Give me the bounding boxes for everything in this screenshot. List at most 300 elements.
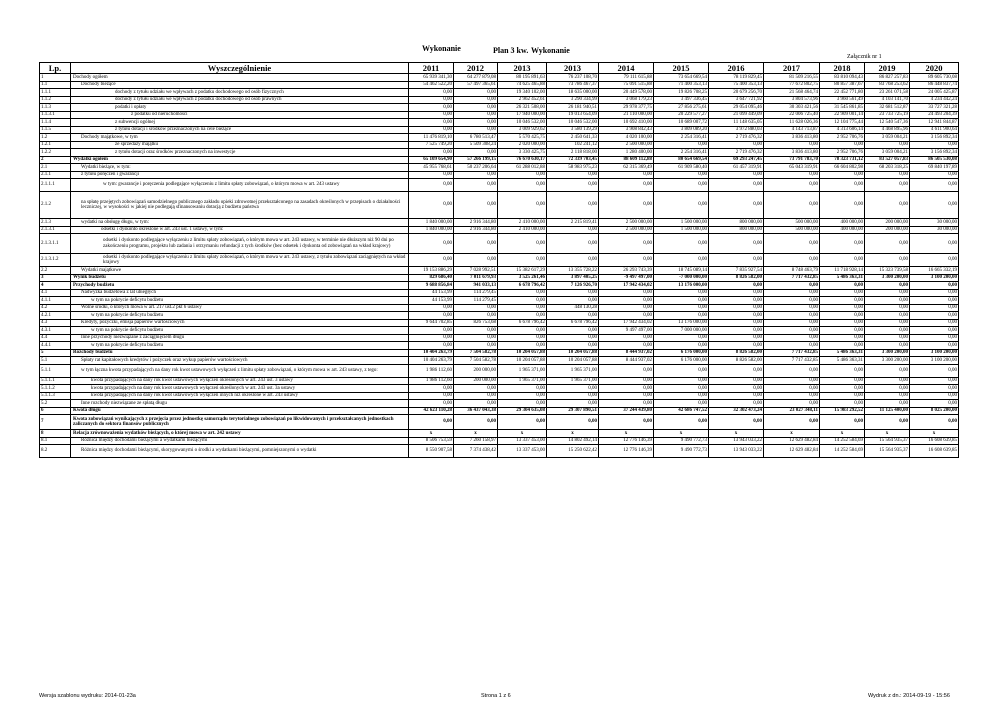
value-cell: 2 118 818,00 — [547, 149, 599, 157]
value-cell: 64 277 879,08 — [454, 74, 498, 82]
value-cell: 3 836 413,80 — [764, 149, 820, 157]
row-number: 1.1.3 — [40, 104, 71, 112]
row-description: odsetki i dyskonto określone w art. 243 ust. 1 ustawy, w tym: — [71, 226, 409, 234]
value-cell: 0,00 — [409, 327, 454, 335]
value-cell: 0,00 — [709, 179, 764, 192]
value-cell: 18 745 089,14 — [654, 267, 709, 275]
value-cell: 0,00 — [498, 171, 547, 179]
value-cell: 0,00 — [454, 111, 498, 119]
value-cell: 12 540 547,36 — [865, 119, 910, 127]
value-cell: 5 509 308,24 — [454, 141, 498, 149]
value-cell: 0,00 — [547, 234, 599, 254]
value-cell: x — [709, 430, 764, 438]
value-cell: 73 786 467,37 — [547, 81, 599, 89]
header-row — [40, 63, 959, 74]
row-description: z tytułu poręczeń i gwarancji — [71, 171, 409, 179]
table-row — [40, 164, 959, 172]
value-cell: 61 457 319,91 — [709, 164, 764, 172]
value-cell: 10 404 263,79 — [409, 349, 454, 357]
table-row — [40, 254, 959, 267]
row-number: 2.1.3.1.1 — [40, 234, 71, 254]
value-cell: 3 300 200,00 — [865, 349, 910, 357]
value-cell: 3 836 413,80 — [764, 134, 820, 142]
value-cell: 800 000,00 — [709, 219, 764, 227]
table-row — [40, 171, 959, 179]
row-number: 5.1.1.3 — [40, 392, 71, 400]
table-row — [40, 289, 959, 297]
value-cell: 3 908 842,43 — [599, 126, 654, 134]
value-cell: 0,00 — [454, 96, 498, 104]
value-cell: 0,00 — [654, 364, 709, 377]
row-description: z tytułu dotacji i środków przeznaczonych na cele bieżące — [71, 126, 409, 134]
value-cell: 0,00 — [409, 254, 454, 267]
value-cell: 12 629 482,84 — [764, 445, 820, 458]
value-cell: x — [547, 430, 599, 438]
value-cell: 2 916 344,80 — [454, 226, 498, 234]
value-cell: 4 103 141,70 — [865, 96, 910, 104]
value-cell: 8 550 907,58 — [409, 445, 454, 458]
value-cell: 0,00 — [764, 254, 820, 267]
value-cell: 13 337 453,00 — [498, 437, 547, 445]
value-cell: 400 000,00 — [820, 219, 865, 227]
value-cell: 0,00 — [654, 254, 709, 267]
value-cell: 9 490 772,73 — [654, 437, 709, 445]
attachment-label: Załącznik nr 1 — [847, 54, 882, 60]
value-cell: 0,00 — [820, 289, 865, 297]
value-cell: 19 826 708,25 — [654, 89, 709, 97]
value-cell: 21 110 000,00 — [599, 111, 654, 119]
value-cell: 13 355 728,22 — [547, 267, 599, 275]
value-cell: 22 006 725,40 — [764, 111, 820, 119]
value-cell: 0,00 — [498, 234, 547, 254]
table-row — [40, 126, 959, 134]
table-row — [40, 415, 959, 430]
value-cell: 13 943 033,22 — [709, 445, 764, 458]
value-cell: 0,00 — [820, 415, 865, 430]
row-number: 1.2.1 — [40, 141, 71, 149]
table-row — [40, 179, 959, 192]
value-cell: 0,00 — [910, 282, 959, 290]
value-cell: 0,00 — [865, 342, 910, 350]
row-description: z tytułu dotacji oraz środków przeznaczonych na inwestycje — [71, 149, 409, 157]
value-cell: 0,00 — [865, 377, 910, 385]
value-cell: 0,00 — [654, 141, 709, 149]
value-cell: 0,00 — [654, 400, 709, 408]
value-cell: 0,00 — [409, 392, 454, 400]
row-description: odsetki i dyskonto podlegające wyłączeniu z limitu spłaty zobowiązań, o którym mowa w art. 243 ustawy, z tytułu zobowiązań zaciągniętych na wkład krajowy — [71, 254, 409, 267]
value-cell: 0,00 — [865, 327, 910, 335]
value-cell: 32 302 473,24 — [709, 407, 764, 415]
value-cell: 2 719 476,32 — [709, 149, 764, 157]
value-cell: 448 130,28 — [547, 304, 599, 312]
row-number: 1.2 — [40, 134, 71, 142]
value-cell: 7 504 582,78 — [454, 357, 498, 365]
value-cell: 21 099 449,09 — [709, 111, 764, 119]
value-cell: 0,00 — [910, 342, 959, 350]
value-cell: 7 374 438,42 — [454, 445, 498, 458]
value-cell: 1 840 000,00 — [409, 226, 454, 234]
value-cell: 88 609 112,88 — [599, 156, 654, 164]
value-cell: 0,00 — [709, 234, 764, 254]
value-cell: 0,00 — [709, 282, 764, 290]
table-row — [40, 377, 959, 385]
col-header-year: 2011 — [409, 63, 454, 74]
value-cell: 0,00 — [409, 89, 454, 97]
row-description: w tym na pokrycie deficytu budżetu — [71, 297, 409, 305]
value-cell: 0,00 — [409, 304, 454, 312]
value-cell: 83 768 253,62 — [865, 81, 910, 89]
value-cell: 61 288 012,88 — [498, 164, 547, 172]
col-header-year: 2013 — [547, 63, 599, 74]
value-cell: 80 857 387,67 — [820, 81, 865, 89]
value-cell: 26 321 508,00 — [498, 104, 547, 112]
value-cell: 0,00 — [547, 342, 599, 350]
value-cell: 74 625 465,88 — [498, 81, 547, 89]
value-cell: 6 678 796,42 — [547, 319, 599, 327]
value-cell: 15 250 622,42 — [547, 445, 599, 458]
table-row — [40, 327, 959, 335]
row-description: Kredyty, pożyczki, emisja papierów wartościowych — [71, 319, 409, 327]
value-cell: 8 826 582,00 — [709, 349, 764, 357]
value-cell: 15 564 935,37 — [865, 437, 910, 445]
value-cell: 0,00 — [709, 254, 764, 267]
value-cell: 0,00 — [820, 254, 865, 267]
value-cell: 7 504 582,78 — [454, 349, 498, 357]
value-cell: 0,00 — [865, 234, 910, 254]
value-cell: 10 204 057,88 — [498, 357, 547, 365]
row-description: Wynik budżetu — [71, 274, 409, 282]
value-cell: x — [599, 430, 654, 438]
footer-page-number: Strona 1 z 6 — [481, 693, 511, 699]
value-cell: 0,00 — [599, 304, 654, 312]
value-cell: 6 678 796,42 — [498, 319, 547, 327]
value-cell: 65 043 319,91 — [764, 164, 820, 172]
value-cell: 19 340 102,00 — [498, 89, 547, 97]
value-cell: 0,00 — [820, 304, 865, 312]
value-cell: 0,00 — [764, 234, 820, 254]
row-number: 4.4 — [40, 334, 71, 342]
value-cell: 20 449 578,00 — [599, 89, 654, 97]
value-cell: 0,00 — [409, 400, 454, 408]
value-cell: 1 965 371,00 — [498, 377, 547, 385]
value-cell: 826 753,68 — [454, 319, 498, 327]
value-cell: 0,00 — [409, 179, 454, 192]
value-cell: 72 339 703,45 — [547, 156, 599, 164]
value-cell: 54 462 522,20 — [409, 81, 454, 89]
value-cell: 2 450 641,33 — [547, 134, 599, 142]
table-row — [40, 445, 959, 458]
value-cell: 0,00 — [547, 400, 599, 408]
table-row — [40, 430, 959, 438]
value-cell: 0,00 — [764, 400, 820, 408]
value-cell: 12 776 146,39 — [599, 445, 654, 458]
value-cell: 6 780 513,47 — [454, 134, 498, 142]
value-cell: 0,00 — [454, 385, 498, 393]
col-header-year: 2014 — [599, 63, 654, 74]
table-row — [40, 334, 959, 342]
value-cell: 0,00 — [865, 171, 910, 179]
value-cell: 9 644 702,85 — [409, 319, 454, 327]
table-body — [40, 74, 959, 458]
row-number: 2.1.3.1 — [40, 226, 71, 234]
value-cell: 26 181 940,51 — [547, 104, 599, 112]
row-number: 1.1.5 — [40, 126, 71, 134]
row-description: dochody z tytułu udziału we wpływach z podatku dochodowego od osób prawnych — [71, 96, 409, 104]
value-cell: 0,00 — [454, 119, 498, 127]
row-description: z subwencji ogólnej — [71, 119, 409, 127]
value-cell: 2 916 344,80 — [454, 219, 498, 227]
value-cell: 3 300 200,00 — [865, 274, 910, 282]
value-cell: 0,00 — [764, 312, 820, 320]
value-cell: 11 148 635,05 — [709, 119, 764, 127]
value-cell: 0,00 — [498, 327, 547, 335]
col-header-year: 2016 — [709, 63, 764, 74]
row-description: dochody z tytułu udziału we wpływach z podatku dochodowego od osób fizycznych — [71, 89, 409, 97]
value-cell: 0,00 — [709, 171, 764, 179]
row-description: Różnica między dochodami bieżącymi a wydatkami bieżącymi — [71, 437, 409, 445]
row-description: Przychody budżetu — [71, 282, 409, 290]
table-row — [40, 74, 959, 82]
value-cell: 0,00 — [599, 334, 654, 342]
table-row — [40, 304, 959, 312]
value-cell: 0,00 — [599, 192, 654, 219]
value-cell: x — [910, 430, 959, 438]
value-cell: 2 500 000,00 — [599, 219, 654, 227]
value-cell: 0,00 — [764, 392, 820, 400]
row-number: 2.1.1.1 — [40, 179, 71, 192]
table-row — [40, 226, 959, 234]
row-description: w tym: gwarancje i poręczenia podlegające wyłączeniu z limitu spłaty zobowiązań, o którym mowa w art. 243 ustawy — [71, 179, 409, 192]
value-cell: 0,00 — [910, 392, 959, 400]
value-cell: 0,00 — [409, 119, 454, 127]
row-description: kwota przypadających na dany rok kwot ustawowych wyłączeń określonych w art. 243 ust. 3 ustawy — [71, 377, 409, 385]
value-cell: 20 679 256,70 — [709, 89, 764, 97]
value-cell: 0,00 — [599, 234, 654, 254]
value-cell: 19 013 654,09 — [547, 111, 599, 119]
value-cell: 29 304 635,08 — [498, 407, 547, 415]
value-cell: 0,00 — [764, 364, 820, 377]
value-cell: 3 972 880,03 — [709, 126, 764, 134]
row-number: 7 — [40, 415, 71, 430]
value-cell: 24 493 204,39 — [910, 111, 959, 119]
col-header-name: Wyszczególnienie — [71, 63, 409, 74]
value-cell: 10 404 263,79 — [409, 357, 454, 365]
value-cell: 0,00 — [764, 415, 820, 430]
value-cell: 0,00 — [865, 385, 910, 393]
value-cell: 16 665 332,19 — [910, 267, 959, 275]
row-number: 2.2 — [40, 267, 71, 275]
value-cell: 5 486 363,31 — [820, 349, 865, 357]
value-cell: 2 952 706,76 — [820, 134, 865, 142]
row-number: 4.1 — [40, 289, 71, 297]
value-cell: 114 279,45 — [454, 297, 498, 305]
value-cell: 6 176 000,00 — [654, 357, 709, 365]
value-cell: 0,00 — [599, 392, 654, 400]
value-cell: 13 337 453,00 — [498, 445, 547, 458]
value-cell: x — [409, 430, 454, 438]
value-cell: 10 046 532,00 — [498, 119, 547, 127]
value-cell: 9 688 856,84 — [409, 282, 454, 290]
col-header-year: 2018 — [820, 63, 865, 74]
table-row — [40, 234, 959, 254]
value-cell: 2 410 000,00 — [498, 226, 547, 234]
value-cell: 200 000,00 — [865, 219, 910, 227]
value-cell: 8 444 937,02 — [599, 357, 654, 365]
value-cell: 0,00 — [547, 334, 599, 342]
col-header-lp: Lp. — [40, 63, 71, 74]
value-cell: 0,00 — [910, 319, 959, 327]
value-cell: 0,00 — [547, 297, 599, 305]
value-cell: 18 635 000,00 — [547, 89, 599, 97]
value-cell: 0,00 — [865, 289, 910, 297]
value-cell: 0,00 — [764, 192, 820, 219]
value-cell: 0,00 — [599, 342, 654, 350]
col-header-year: 2015 — [654, 63, 709, 74]
value-cell: 86 827 257,83 — [865, 74, 910, 82]
value-cell: 3 059 004,21 — [865, 134, 910, 142]
row-number: 1.1 — [40, 81, 71, 89]
value-cell: 13 943 033,22 — [709, 437, 764, 445]
value-cell: 0,00 — [910, 171, 959, 179]
value-cell: 36 437 043,38 — [454, 407, 498, 415]
value-cell: 0,00 — [654, 312, 709, 320]
row-description: w tym łączna kwota przypadających na dany rok kwot ustawowych wyłączeń z limitu spłaty zobowiązań, o którym mowa w art. 243 ustawy, z tego: — [71, 364, 409, 377]
value-cell: 0,00 — [910, 377, 959, 385]
row-number: 1.1.4 — [40, 119, 71, 127]
value-cell: 50 237 206,64 — [454, 164, 498, 172]
value-cell: 10 204 057,88 — [498, 349, 547, 357]
value-cell: 61 909 580,40 — [654, 164, 709, 172]
value-cell: 3 009 929,62 — [498, 126, 547, 134]
row-description: z podatku od nieruchomości — [71, 111, 409, 119]
value-cell: 83 527 057,83 — [865, 156, 910, 164]
value-cell: 0,00 — [910, 327, 959, 335]
value-cell: 16 608 639,85 — [910, 437, 959, 445]
value-cell: 0,00 — [820, 377, 865, 385]
value-cell: 2 500 000,00 — [599, 226, 654, 234]
value-cell: 21 568 464,74 — [764, 89, 820, 97]
value-cell: 0,00 — [764, 141, 820, 149]
row-description: w tym na pokrycie deficytu budżetu — [71, 327, 409, 335]
value-cell: 102 241,12 — [547, 141, 599, 149]
value-cell: 7 717 432,85 — [764, 274, 820, 282]
value-cell: 0,00 — [547, 254, 599, 267]
value-cell: -7 000 000,00 — [654, 274, 709, 282]
value-cell: 1 965 371,00 — [547, 364, 599, 377]
value-cell: 4 234 442,24 — [910, 96, 959, 104]
table-row — [40, 297, 959, 305]
value-cell: 0,00 — [764, 171, 820, 179]
value-cell: 3 100 200,00 — [910, 349, 959, 357]
value-cell: 0,00 — [820, 342, 865, 350]
value-cell: 15 323 739,58 — [865, 267, 910, 275]
value-cell: 400 000,00 — [820, 226, 865, 234]
value-cell: 0,00 — [820, 334, 865, 342]
value-cell: 0,00 — [409, 111, 454, 119]
value-cell: 4 611 900,64 — [910, 126, 959, 134]
table-row — [40, 385, 959, 393]
value-cell: 26 293 743,39 — [599, 267, 654, 275]
value-cell: 62 315 369,49 — [599, 164, 654, 172]
value-cell: 73 791 783,70 — [764, 156, 820, 164]
value-cell: 22 909 001,14 — [820, 111, 865, 119]
value-cell: 13 176 000,00 — [654, 319, 709, 327]
value-cell: 0,00 — [865, 400, 910, 408]
row-description: Dochody bieżące — [71, 81, 409, 89]
row-number: 4.3.1 — [40, 327, 71, 335]
value-cell: 0,00 — [764, 342, 820, 350]
row-description: Dochody majątkowe, w tym — [71, 134, 409, 142]
value-cell: 0,00 — [454, 171, 498, 179]
value-cell: 15 564 935,37 — [865, 445, 910, 458]
value-cell: 31 545 861,85 — [820, 104, 865, 112]
value-cell: 11 628 026,36 — [764, 119, 820, 127]
value-cell: 0,00 — [409, 192, 454, 219]
value-cell: 1 965 371,00 — [547, 377, 599, 385]
value-cell: 80 654 669,54 — [654, 156, 709, 164]
value-cell: 0,00 — [865, 392, 910, 400]
value-cell: 0,00 — [910, 364, 959, 377]
value-cell: 11 718 928,14 — [820, 267, 865, 275]
value-cell: 0,00 — [865, 179, 910, 192]
value-cell: 0,00 — [709, 364, 764, 377]
value-cell: 66 604 802,98 — [820, 164, 865, 172]
value-cell: 5 570 425,75 — [498, 134, 547, 142]
value-cell: 0,00 — [709, 334, 764, 342]
value-cell: 3 290 334,99 — [547, 96, 599, 104]
value-cell: -9 497 497,00 — [599, 274, 654, 282]
value-cell: 0,00 — [865, 319, 910, 327]
value-cell: 5 486 363,31 — [820, 274, 865, 282]
value-cell: 8 826 582,00 — [709, 274, 764, 282]
value-cell: 0,00 — [599, 289, 654, 297]
value-cell: 3 068 179,23 — [599, 96, 654, 104]
table-row — [40, 349, 959, 357]
value-cell: 0,00 — [820, 392, 865, 400]
value-cell: 2 719 476,32 — [709, 134, 764, 142]
value-cell: 9 490 772,73 — [654, 445, 709, 458]
value-cell: x — [454, 430, 498, 438]
row-number: 2.1.3 — [40, 219, 71, 227]
value-cell: 75 400 353,13 — [709, 81, 764, 89]
table-row — [40, 274, 959, 282]
row-number: 2.1.3.1.2 — [40, 254, 71, 267]
value-cell: 0,00 — [910, 415, 959, 430]
value-cell: 0,00 — [865, 192, 910, 219]
table-row — [40, 111, 959, 119]
value-cell: 0,00 — [409, 334, 454, 342]
value-cell: 0,00 — [654, 304, 709, 312]
value-cell: 0,00 — [910, 289, 959, 297]
value-cell: 0,00 — [454, 312, 498, 320]
value-cell: 0,00 — [764, 334, 820, 342]
value-cell: 500 000,00 — [764, 219, 820, 227]
value-cell: 3 100 200,00 — [910, 357, 959, 365]
row-number: 3 — [40, 274, 71, 282]
value-cell: 0,00 — [599, 415, 654, 430]
value-cell: 0,00 — [547, 327, 599, 335]
value-cell: 3 804 573,96 — [764, 96, 820, 104]
row-number: 1.1.3.1 — [40, 111, 71, 119]
value-cell: 0,00 — [865, 282, 910, 290]
row-number: 4 — [40, 282, 71, 290]
row-number: 8.2 — [40, 445, 71, 458]
value-cell: 3 330 425,75 — [498, 149, 547, 157]
value-cell: 9 497 497,00 — [599, 327, 654, 335]
row-description: w tym na pokrycie deficytu budżetu — [71, 342, 409, 350]
value-cell: 0,00 — [454, 254, 498, 267]
value-cell: 65 109 654,90 — [409, 156, 454, 164]
